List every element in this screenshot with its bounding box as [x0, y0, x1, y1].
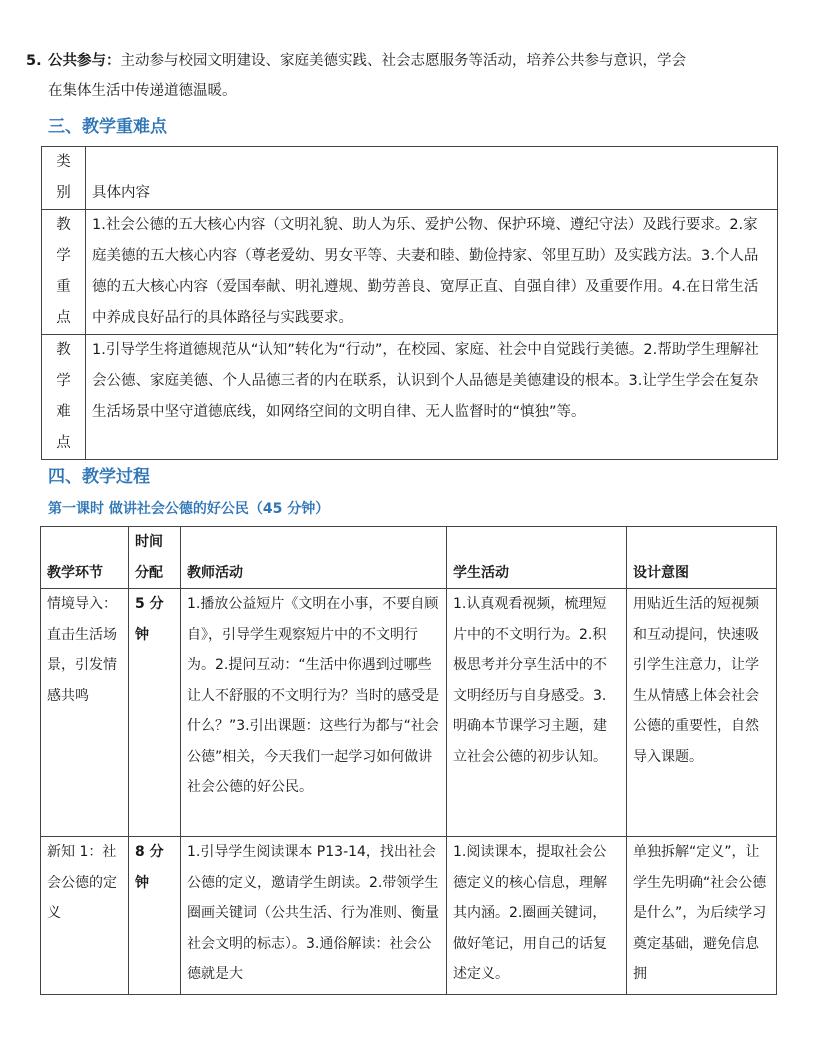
stage-header: 教学环节: [41, 527, 129, 589]
stage-cell: 情境导入：直击生活场景，引发情感共鸣: [41, 589, 129, 837]
table-header-row: [42, 147, 778, 210]
section-heading-3: 三、教学重难点: [48, 117, 167, 137]
item-number: 5.: [26, 53, 42, 69]
content-header: 具体内容: [86, 147, 778, 210]
intent-cell: 用贴近生活的短视频和互动提问，快速吸引学生注意力，让学生从情感上体会社会公德的重要性，自然导入课题。: [627, 589, 777, 837]
table-header-row: [41, 527, 777, 589]
teacher-cell: 1.播放公益短片《文明在小事，不要自顾自》，引导学生观察短片中的不文明行为。2.提问互动：“生活中你遇到过哪些让人不舒服的不文明行为？当时的感受是什么？”3.引出课题：这些行为都与“社会公德”相关，今天我们一起学习如何做讲社会公德的好公民。: [181, 589, 447, 837]
item-text-line1: 主动参与校园文明建设、家庭美德实践、社会志愿服务等活动，培养公共参与意识，学会: [120, 53, 686, 69]
lesson-title: 第一课时 做讲社会公德的好公民（45 分钟）: [48, 501, 330, 517]
time-cell: 8 分钟: [129, 837, 181, 995]
student-header: 学生活动: [447, 527, 627, 589]
category-cell: 教 学 难 点: [42, 335, 86, 460]
section-heading-4: 四、教学过程: [48, 467, 150, 487]
intent-header: 设计意图: [627, 527, 777, 589]
item-label: 公共参与：: [48, 53, 121, 69]
stage-cell: 新知 1：社会公德的定义: [41, 837, 129, 995]
time-header: 时间 分配: [129, 527, 181, 589]
time-cell: 5 分钟: [129, 589, 181, 837]
category-cell: 教 学 重 点: [42, 210, 86, 335]
section-5-paragraph: [26, 46, 786, 106]
content-cell: 1.引导学生将道德规范从“认知”转化为“行动”，在校园、家庭、社会中自觉践行美德。2.帮助学生理解社会公德、家庭美德、个人品德三者的内在联系，认识到个人品德是美德建设的根本。3.让学生学会在复杂生活场景中坚守道德底线，如网络空间的文明自律、无人监督时的“慎独”等。: [86, 335, 778, 460]
student-cell: 1.认真观看视频，梳理短片中的不文明行为。2.积极思考并分享生活中的不文明经历与自身感受。3.明确本节课学习主题，建立社会公德的初步认知。: [447, 589, 627, 837]
table-row: [42, 210, 778, 335]
teacher-header: 教师活动: [181, 527, 447, 589]
table-row: [41, 837, 777, 995]
key-difficult-points-table: [41, 146, 778, 460]
teacher-cell: 1.引导学生阅读课本 P13-14，找出社会公德的定义，邀请学生朗读。2.带领学生圈画关键词（公共生活、行为准则、衡量社会文明的标志）。3.通俗解读：社会公德就是大: [181, 837, 447, 995]
student-cell: 1.阅读课本，提取社会公德定义的核心信息，理解其内涵。2.圈画关键词，做好笔记，用自己的话复述定义。: [447, 837, 627, 995]
table-row: [41, 589, 777, 837]
teaching-process-table: [40, 526, 777, 995]
content-cell: 1.社会公德的五大核心内容（文明礼貌、助人为乐、爱护公物、保护环境、遵纪守法）及践行要求。2.家庭美德的五大核心内容（尊老爱幼、男女平等、夫妻和睦、勤俭持家、邻里互助）及实践方法。3.个人品德的五大核心内容（爱国奉献、明礼遵规、勤劳善良、宽厚正直、自强自律）及重要作用。4.在日常生活中养成良好品行的具体路径与实践要求。: [86, 210, 778, 335]
intent-cell: 单独拆解“定义”，让学生先明确“社会公德是什么”，为后续学习奠定基础，避免信息拥: [627, 837, 777, 995]
table-row: [42, 335, 778, 460]
category-header: 类 别: [42, 147, 86, 210]
item-text-line2: 在集体生活中传递道德温暖。: [48, 83, 237, 99]
